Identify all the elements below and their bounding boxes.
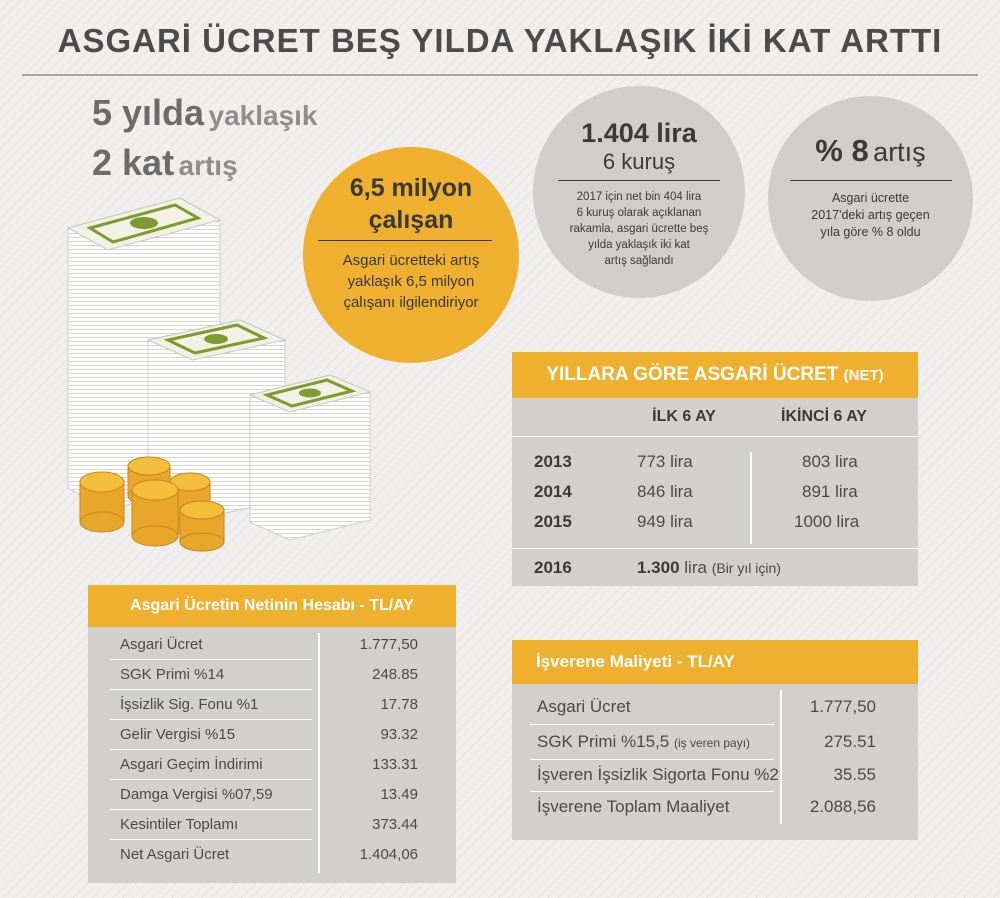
yearly-row-second: 891 lira [802,482,858,501]
net-calc-label: Asgari Ücret [120,636,203,653]
net-calc-label: SGK Primi %14 [120,666,225,683]
net-2017-desc-line: 6 kuruş olarak açıklanan [576,207,702,219]
increase-desc-line: yıla göre % 8 oldu [820,225,921,239]
employer-cost-label: İşveren İşsizlik Sigorta Fonu %2 [537,765,779,784]
net-2017-sub: 6 kuruş [602,149,676,174]
yearly-col-1: İLK 6 AY [652,408,716,425]
employer-cost-label: Asgari Ücret [537,697,631,716]
yearly-last-year: 2016 [534,558,572,577]
net-calc-label: İşsizlik Sig. Fonu %1 [120,696,259,713]
increase-desc-line: Asgari ücrette [831,191,910,205]
yearly-row-year: 2015 [534,512,572,531]
headline-big-2: 2 kat [92,142,175,183]
employees-value-2: çalışan [368,206,454,234]
increase-divider [790,180,952,181]
net-2017-desc-line: rakamla, asgari ücrette beş [569,223,709,235]
employees-desc [303,250,519,313]
yearly-row-year: 2013 [534,452,572,471]
yearly-last-divider [512,548,918,549]
headline-big-1: 5 yılda [92,92,205,133]
yearly-row-first: 846 lira [637,482,693,501]
net-calc-value: 1.404,06 [359,846,418,863]
employer-cost-value: 275.51 [824,732,876,751]
net-2017-desc-line: artış sağlandı [604,255,674,267]
headline-line-1 [92,92,318,134]
net-calc-label: Net Asgari Ücret [120,846,230,863]
page-title: ASGARİ ÜCRET BEŞ YILDA YAKLAŞIK İKİ KAT ARTTI [57,22,943,59]
net-calc-row-divider [110,719,312,720]
yearly-last-value [637,558,781,578]
yearly-last-note: (Bir yıl için) [711,560,781,576]
yearly-row-second: 803 lira [802,452,858,471]
employer-cost-row-divider [530,759,774,760]
yearly-row-second: 1000 lira [794,512,860,531]
yearly-row-year: 2014 [534,482,572,501]
employer-cost-row-divider [530,724,774,725]
yearly-row-first: 949 lira [637,512,693,531]
net-2017-desc [533,189,745,269]
title-divider [22,74,978,76]
employer-cost-value: 2.088,56 [809,797,876,816]
net-calc-label: Gelir Vergisi %15 [120,726,236,743]
net-calc-value: 248.85 [372,666,418,683]
employer-cost-col-divider [780,690,782,824]
net-calc-label: Asgari Geçim İndirimi [120,756,263,773]
yearly-table-header [512,352,918,398]
banknote-stack-icon [250,375,370,540]
net-calc-row-divider [110,689,312,690]
headline-small-1: yaklaşık [208,100,318,131]
employees-desc-line: yaklaşık 6,5 milyon [347,273,475,290]
yearly-col-2: İKİNCİ 6 AY [781,408,867,425]
yearly-last-amount: 1.300 [637,558,680,577]
employer-cost-label: SGK Primi %15,5 [537,732,670,751]
net-2017-amount: 1.404 lira [581,118,697,148]
employees-value-1: 6,5 milyon [349,174,473,202]
employer-cost-header: İşverene Maliyeti - TL/AY [512,640,918,684]
net-calc-label: Damga Vergisi %07,59 [120,786,273,803]
net-calc-row-divider [110,749,312,750]
employer-cost-value: 1.777,50 [809,697,876,716]
net-calc-value: 1.777,50 [359,636,418,653]
net-calc-row-divider [110,839,312,840]
net-2017-divider [558,180,720,181]
employer-cost-value: 35.55 [833,765,876,784]
employees-desc-line: Asgari ücretteki artış [342,252,480,269]
net-calc-header: Asgari Ücretin Netinin Hesabı - TL/AY [88,585,456,627]
increase-small: artış [873,137,926,167]
net-calc-value: 17.78 [380,696,418,713]
net-calc-value: 373.44 [372,816,418,833]
net-2017-value [533,117,745,175]
yearly-header-divider [512,436,918,437]
employer-cost-note: (iş veren payı) [674,736,751,750]
headline-line-2 [92,142,238,184]
yearly-table-title-suffix: (NET) [843,367,884,384]
employer-cost-row-divider [530,791,774,792]
employees-divider [318,240,492,241]
net-calc-value: 93.32 [380,726,418,743]
yearly-row-first: 773 lira [637,452,693,471]
net-calc-label: Kesintiler Toplamı [120,816,239,833]
net-2017-desc-line: 2017 için net bin 404 lira [576,191,702,203]
increase-desc [768,190,973,241]
increase-value [768,133,973,169]
net-calc-col-divider [318,633,320,873]
employees-value [303,172,519,236]
net-calc-value: 133.31 [372,756,418,773]
net-calc-row-divider [110,659,312,660]
employer-cost-label-row [537,732,750,752]
net-calc-row-divider [110,809,312,810]
headline-small-2: artış [178,150,238,181]
net-calc-value: 13.49 [380,786,418,803]
net-2017-desc-line: yılda yaklaşık iki kat [588,239,690,251]
yearly-col-divider [750,452,752,544]
increase-desc-line: 2017'deki artış geçen [811,208,930,222]
employees-desc-line: çalışanı ilgilendiriyor [343,294,479,311]
yearly-last-unit: lira [684,558,707,577]
employer-cost-label: İşverene Toplam Maaliyet [537,797,730,816]
increase-big: % 8 [815,133,869,168]
yearly-table-title: YILLARA GÖRE ASGARİ ÜCRET [546,364,839,385]
net-calc-row-divider [110,779,312,780]
